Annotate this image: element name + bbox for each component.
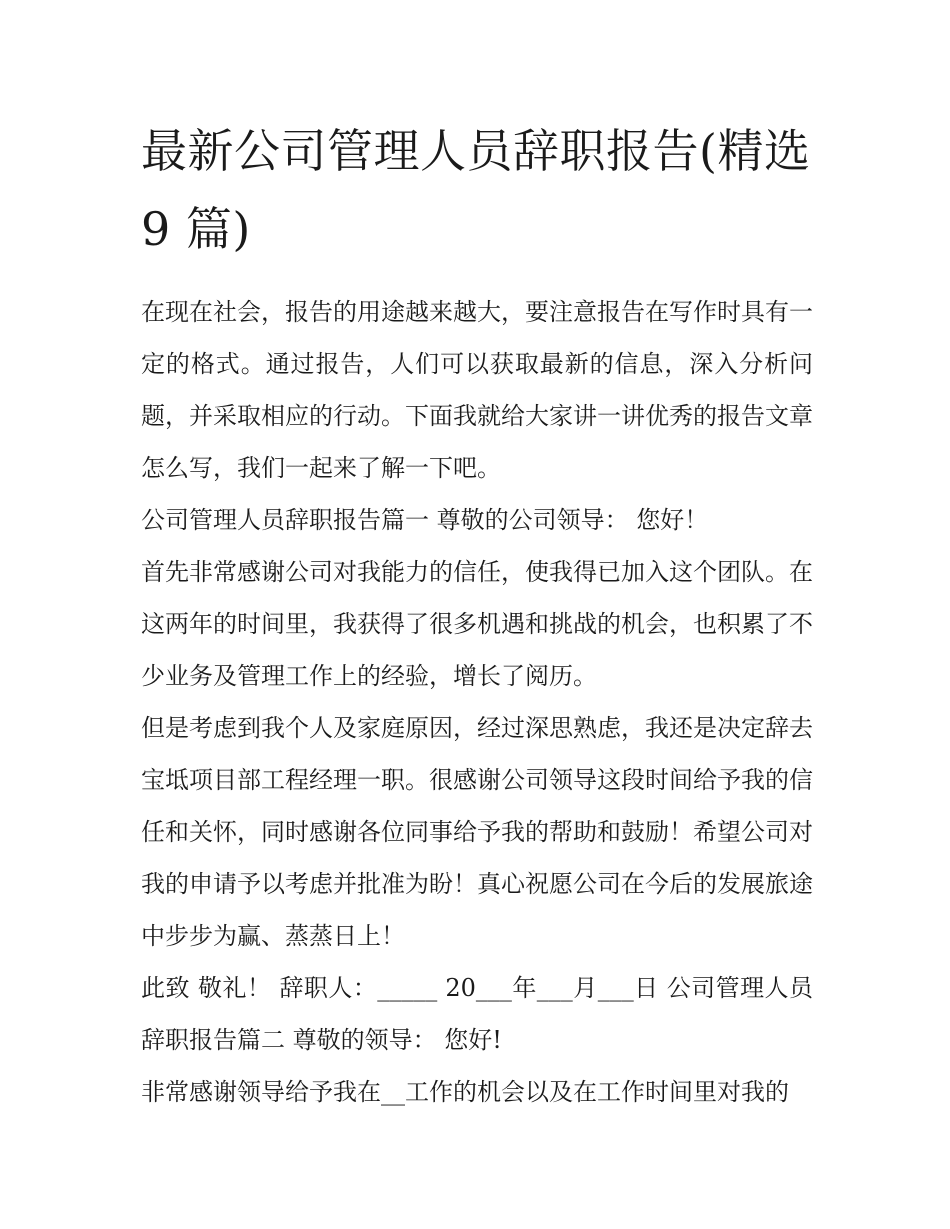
paragraph-gratitude: 首先非常感谢公司对我能力的信任，使我得已加入这个团队。在这两年的时间里，我获得了很多机遇和挑战的机会，也积累了不少业务及管理工作上的经验，增长了阅历。	[141, 558, 813, 690]
paragraph-closing-and-section-two: 此致 敬礼！ 辞职人：_____ 20___年___月___日 公司管理人员辞职报告篇二 尊敬的领导： 您好!	[141, 974, 813, 1054]
paragraph-section-one-heading: 公司管理人员辞职报告篇一 尊敬的公司领导： 您好！	[141, 506, 709, 534]
document-title: 最新公司管理人员辞职报告(精选 9 篇)	[141, 124, 811, 256]
paragraph-resignation-reason: 但是考虑到我个人及家庭原因，经过深思熟虑，我还是决定辞去宝坻项目部工程经理一职。很感谢公司领导这段时间给予我的信任和关怀，同时感谢各位同事给予我的帮助和鼓励！希望公司对我的申请予以考虑并批准为盼！真心祝愿公司在今后的发展旅途中步步为赢、蒸蒸日上！	[141, 714, 813, 950]
paragraph-section-two-start: 非常感谢领导给予我在__工作的机会以及在工作时间里对我的	[141, 1078, 789, 1106]
document-body	[141, 112, 813, 1118]
paragraph-intro: 在现在社会，报告的用途越来越大，要注意报告在写作时具有一定的格式。通过报告，人们可以获取最新的信息，深入分析问题，并采取相应的行动。下面我就给大家讲一讲优秀的报告文章怎么写，我们一起来了解一下吧。	[141, 298, 813, 482]
